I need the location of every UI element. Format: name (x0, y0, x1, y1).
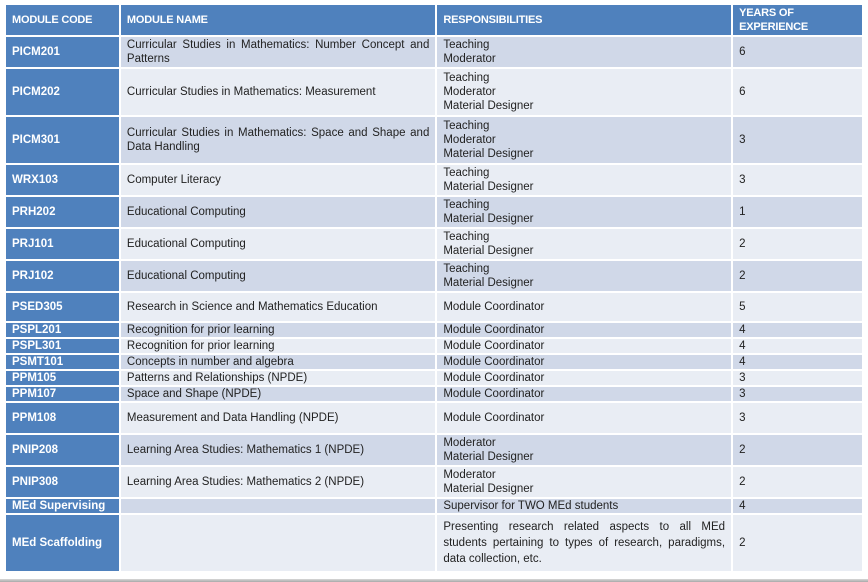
responsibilities (437, 467, 731, 497)
header-row (6, 5, 862, 35)
years-of-experience: 3 (733, 403, 862, 433)
responsibility-item: Moderator (443, 53, 496, 65)
module-name: Measurement and Data Handling (NPDE) (121, 403, 435, 433)
responsibility-item: Module Coordinator (443, 412, 545, 424)
module-code: PICM202 (6, 69, 119, 115)
module-code: PICM201 (6, 37, 119, 67)
table-row (6, 69, 862, 115)
responsibility-item: Material Designer (443, 245, 534, 257)
module-name: Recognition for prior learning (121, 339, 435, 353)
responsibilities (437, 69, 731, 115)
responsibility-item: Material Designer (443, 277, 534, 289)
years-of-experience: 1 (733, 197, 862, 227)
table-row (6, 387, 862, 401)
responsibility-item: Module Coordinator (443, 301, 545, 313)
module-code: PICM301 (6, 117, 119, 163)
responsibility-item: Teaching (443, 167, 490, 179)
table-row (6, 371, 862, 385)
module-name: Research in Science and Mathematics Education (121, 293, 435, 321)
module-name: Learning Area Studies: Mathematics 2 (NPDE) (121, 467, 435, 497)
responsibility-item: Module Coordinator (443, 340, 545, 352)
responsibility-item: Module Coordinator (443, 372, 545, 384)
module-code: WRX103 (6, 165, 119, 195)
years-of-experience: 4 (733, 355, 862, 369)
module-code: PSED305 (6, 293, 119, 321)
years-of-experience: 2 (733, 467, 862, 497)
header-responsibilities: RESPONSIBILITIES (437, 5, 731, 35)
years-of-experience: 6 (733, 69, 862, 115)
module-name: Space and Shape (NPDE) (121, 387, 435, 401)
years-of-experience: 2 (733, 229, 862, 259)
table-row (6, 467, 862, 497)
module-name (121, 515, 435, 571)
responsibility-item: Module Coordinator (443, 388, 545, 400)
responsibilities (437, 117, 731, 163)
module-code: PSPL301 (6, 339, 119, 353)
module-code: PNIP208 (6, 435, 119, 465)
table-row (6, 435, 862, 465)
module-name: Educational Computing (121, 229, 435, 259)
module-code: PPM107 (6, 387, 119, 401)
module-name: Curricular Studies in Mathematics: Space and Shape and Data Handling (121, 117, 435, 163)
responsibility-item: Teaching (443, 120, 490, 132)
responsibility-item: Moderator (443, 469, 496, 481)
table-row (6, 165, 862, 195)
responsibilities (437, 515, 731, 571)
module-code: MEd Scaffolding (6, 515, 119, 571)
responsibility-item: Material Designer (443, 483, 534, 495)
responsibilities (437, 261, 731, 291)
table-row (6, 229, 862, 259)
module-name: Learning Area Studies: Mathematics 1 (NPDE) (121, 435, 435, 465)
table-row (6, 117, 862, 163)
responsibilities (437, 165, 731, 195)
responsibilities (437, 197, 731, 227)
table-row (6, 323, 862, 337)
module-name: Patterns and Relationships (NPDE) (121, 371, 435, 385)
header-years-of-experience: YEARS OF EXPERIENCE (733, 5, 862, 35)
table-row (6, 515, 862, 571)
module-name: Educational Computing (121, 197, 435, 227)
responsibility-item: Material Designer (443, 213, 534, 225)
module-code: PRH202 (6, 197, 119, 227)
responsibility-item: Teaching (443, 199, 490, 211)
years-of-experience: 2 (733, 515, 862, 571)
table-row (6, 293, 862, 321)
module-code: PSMT101 (6, 355, 119, 369)
table-row (6, 197, 862, 227)
responsibility-item: Supervisor for TWO MEd students (443, 500, 619, 512)
module-name: Recognition for prior learning (121, 323, 435, 337)
module-code: PSPL201 (6, 323, 119, 337)
responsibilities (437, 37, 731, 67)
responsibility-item: Teaching (443, 263, 490, 275)
responsibilities (437, 355, 731, 369)
responsibility-item: Material Designer (443, 100, 534, 112)
years-of-experience: 4 (733, 339, 862, 353)
module-name: Computer Literacy (121, 165, 435, 195)
module-code: PPM105 (6, 371, 119, 385)
years-of-experience: 3 (733, 165, 862, 195)
modules-table (4, 3, 864, 573)
years-of-experience: 2 (733, 435, 862, 465)
header-module-name: MODULE NAME (121, 5, 435, 35)
module-code: PPM108 (6, 403, 119, 433)
module-name: Curricular Studies in Mathematics: Number Concept and Patterns (121, 37, 435, 67)
years-of-experience: 5 (733, 293, 862, 321)
years-of-experience: 3 (733, 387, 862, 401)
responsibility-item: Teaching (443, 72, 490, 84)
table-row (6, 355, 862, 369)
responsibilities (437, 387, 731, 401)
responsibility-item: Module Coordinator (443, 324, 545, 336)
table-row (6, 37, 862, 67)
responsibility-item: Module Coordinator (443, 356, 545, 368)
header-module-code: MODULE CODE (6, 5, 119, 35)
responsibilities (437, 293, 731, 321)
responsibility-item: Moderator (443, 86, 496, 98)
module-code: PRJ101 (6, 229, 119, 259)
responsibility-item: Presenting research related aspects to all MEd students pertaining to types of research, paradigms, data collection, etc. (443, 521, 726, 565)
responsibilities (437, 403, 731, 433)
module-code: PRJ102 (6, 261, 119, 291)
responsibilities (437, 499, 731, 513)
responsibility-item: Moderator (443, 437, 496, 449)
responsibility-item: Moderator (443, 134, 496, 146)
module-name: Curricular Studies in Mathematics: Measurement (121, 69, 435, 115)
responsibilities (437, 323, 731, 337)
table-row (6, 403, 862, 433)
years-of-experience: 4 (733, 499, 862, 513)
responsibilities (437, 435, 731, 465)
module-name (121, 499, 435, 513)
responsibility-item: Material Designer (443, 451, 534, 463)
module-code: PNIP308 (6, 467, 119, 497)
responsibilities (437, 371, 731, 385)
module-name: Educational Computing (121, 261, 435, 291)
responsibility-item: Material Designer (443, 148, 534, 160)
responsibility-item: Teaching (443, 39, 490, 51)
responsibilities (437, 229, 731, 259)
years-of-experience: 4 (733, 323, 862, 337)
module-code: MEd Supervising (6, 499, 119, 513)
responsibility-item: Material Designer (443, 181, 534, 193)
years-of-experience: 6 (733, 37, 862, 67)
years-of-experience: 2 (733, 261, 862, 291)
table-row (6, 261, 862, 291)
table-row (6, 499, 862, 513)
table-row (6, 339, 862, 353)
module-name: Concepts in number and algebra (121, 355, 435, 369)
responsibility-item: Teaching (443, 231, 490, 243)
years-of-experience: 3 (733, 117, 862, 163)
years-of-experience: 3 (733, 371, 862, 385)
responsibilities (437, 339, 731, 353)
